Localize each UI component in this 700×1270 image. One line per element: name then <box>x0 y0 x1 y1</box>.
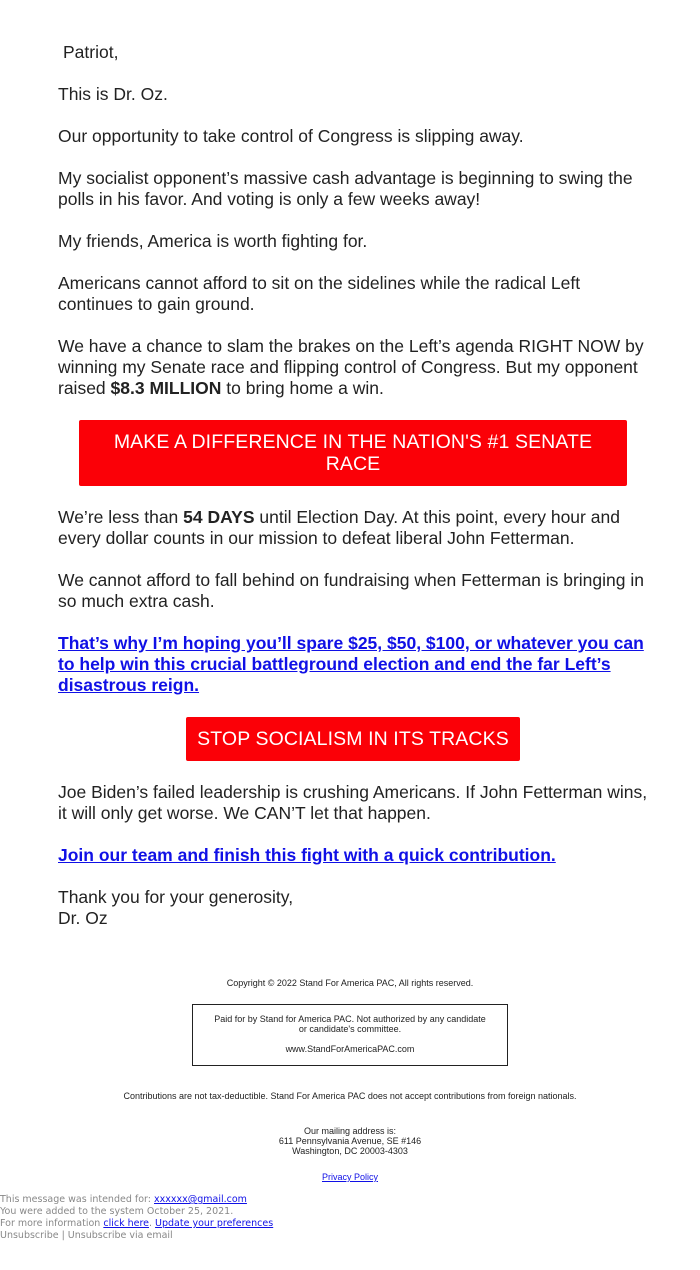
footer <box>0 978 700 1182</box>
greeting: Patriot, <box>63 42 119 62</box>
make-difference-button[interactable]: MAKE A DIFFERENCE IN THE NATION'S #1 SENATE RACE <box>79 420 627 486</box>
paragraph-congress: Our opportunity to take control of Congress is slipping away. <box>58 126 524 146</box>
donate-amounts-link[interactable]: That’s why I’m hoping you’ll spare $25, $50, $100, or whatever you can to help win this crucial battleground election and end the far Left’s disastrous reign. <box>58 633 644 695</box>
email-body <box>58 42 648 950</box>
privacy-policy-link[interactable]: Privacy Policy <box>321 1172 378 1182</box>
paid-for-text: Paid for by Stand for America PAC. Not authorized by any candidate or candidate's committee. <box>214 1014 486 1034</box>
website-url: www.StandForAmericaPAC.com <box>285 1044 415 1054</box>
recipient-email-link[interactable]: xxxxxx@gmail.com <box>154 1194 247 1205</box>
intended-prefix: This message was intended for: <box>0 1194 154 1205</box>
address-line-2: Washington, DC 20003-4303 <box>292 1146 408 1156</box>
signoff-block <box>58 887 648 929</box>
paragraph-fundraising: We cannot afford to fall behind on fundraising when Fetterman is bringing in so much extra cash. <box>58 570 644 611</box>
donate-link-paragraph <box>58 633 648 696</box>
more-info-line <box>0 1218 273 1230</box>
added-line: You were added to the system October 25, 2021. <box>0 1206 234 1217</box>
text-segment: to bring home a win. <box>221 378 384 398</box>
separator: . <box>149 1218 156 1229</box>
mailing-address-label: Our mailing address is: <box>303 1126 397 1136</box>
paragraph-senate-race <box>58 336 648 399</box>
join-team-link[interactable]: Join our team and finish this fight with a quick contribution. <box>58 845 556 865</box>
click-here-link[interactable]: click here <box>103 1218 149 1229</box>
join-link-paragraph <box>58 845 648 866</box>
paragraph-sidelines: Americans cannot afford to sit on the sidelines while the radical Left continues to gain ground. <box>58 273 581 314</box>
tax-disclaimer: Contributions are not tax-deductible. Stand For America PAC does not accept contributions from foreign nationals. <box>123 1091 577 1101</box>
cta-container <box>58 717 648 761</box>
amount-raised: $8.3 MILLION <box>110 378 222 398</box>
cta-container <box>58 420 648 486</box>
text-segment: We have a chance to slam the brakes on the Left’s agenda RIGHT NOW by winning my Senate race and flipping control of Congress. But my opponent raised <box>58 336 644 398</box>
signature: Dr. Oz <box>58 908 108 928</box>
intended-line <box>0 1194 273 1206</box>
paragraph-biden: Joe Biden’s failed leadership is crushing Americans. If John Fetterman wins, it will only get worse. We CAN’T let that happen. <box>58 782 648 823</box>
copyright: Copyright © 2022 Stand For America PAC, All rights reserved. <box>226 978 474 988</box>
paragraph-opponent: My socialist opponent’s massive cash advantage is beginning to swing the polls in his favor. And voting is only a few weeks away! <box>58 168 633 209</box>
days-count: 54 DAYS <box>183 507 255 527</box>
paragraph-america: My friends, America is worth fighting for. <box>58 231 368 251</box>
update-preferences-link[interactable]: Update your preferences <box>155 1218 274 1229</box>
address-line-1: 611 Pennsylvania Avenue, SE #146 <box>278 1136 422 1146</box>
stop-socialism-button[interactable]: STOP SOCIALISM IN ITS TRACKS <box>186 717 520 761</box>
subscription-meta <box>0 1194 273 1242</box>
more-info-prefix: For more information <box>0 1218 104 1229</box>
unsubscribe-line[interactable]: Unsubscribe | Unsubscribe via email <box>0 1230 173 1241</box>
paid-for-box <box>192 1004 508 1066</box>
text-segment: until Election Day. At this point, every hour and every dollar counts in our mission to defeat liberal John Fetterman. <box>58 507 620 548</box>
text-segment: We’re less than <box>58 507 184 527</box>
signoff: Thank you for your generosity, <box>58 887 294 907</box>
paragraph-days-left <box>58 507 648 549</box>
intro-paragraph: This is Dr. Oz. <box>58 84 168 104</box>
